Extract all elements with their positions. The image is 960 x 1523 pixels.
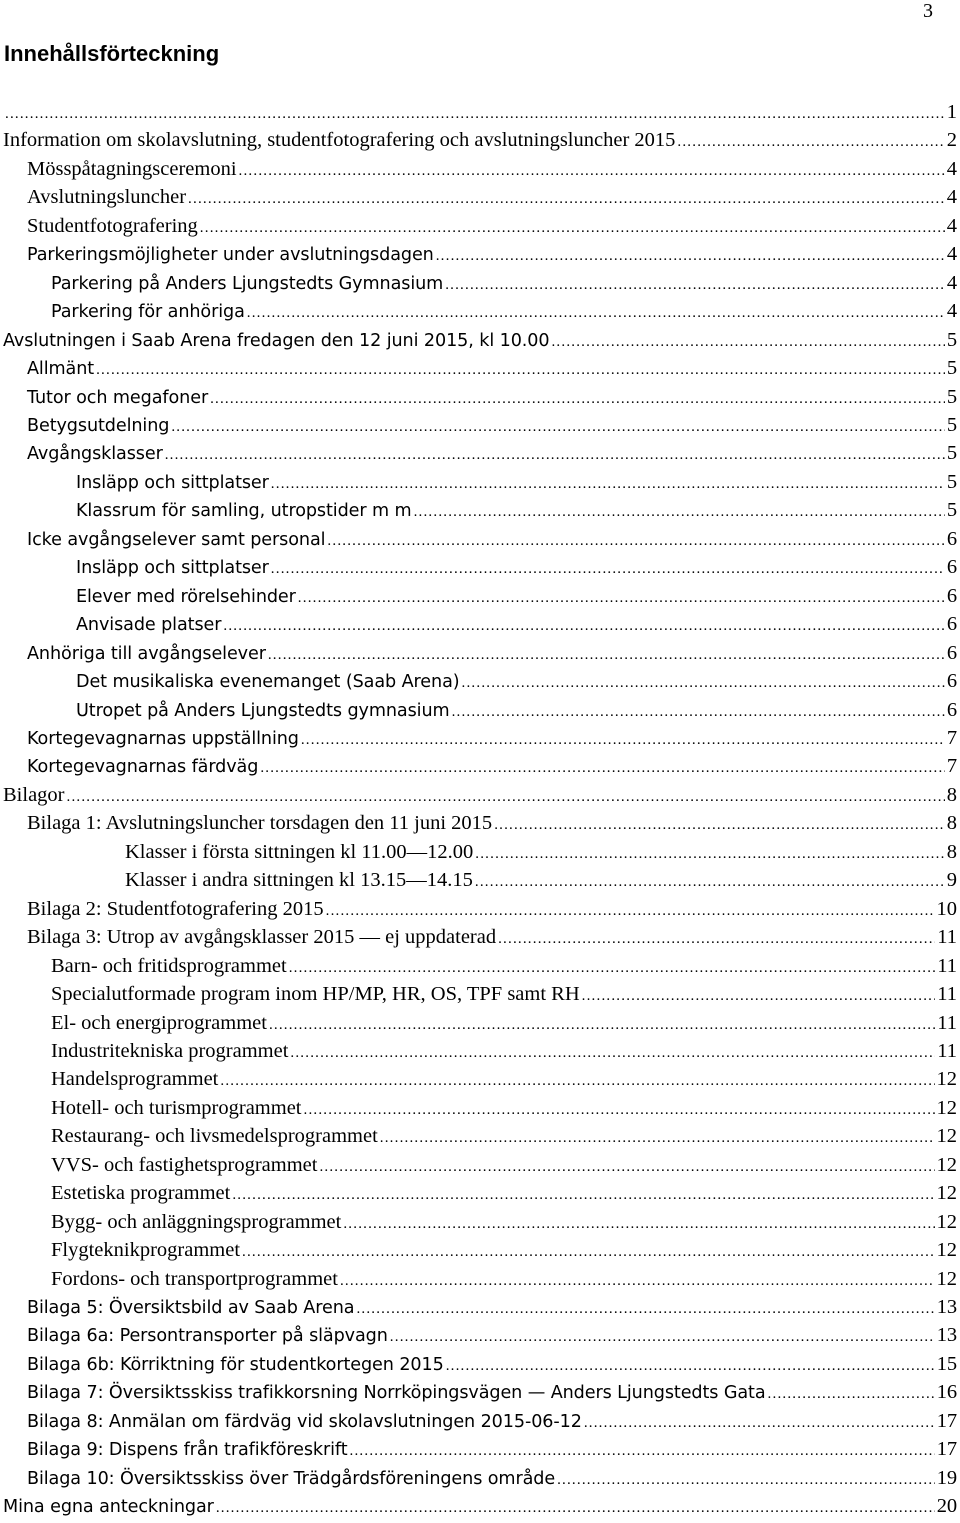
- toc-entry-page-number: 12: [936, 1267, 957, 1290]
- toc-entry[interactable]: [0, 1179, 960, 1207]
- toc-entry-page-number: 2: [946, 129, 957, 152]
- toc-dot-leader: [475, 840, 944, 868]
- toc-dot-leader: [551, 328, 944, 356]
- toc-entry[interactable]: [0, 1435, 960, 1463]
- toc-entry-label: Studentfotografering: [27, 214, 198, 237]
- toc-dot-leader: [289, 954, 936, 982]
- toc-entry-label: Bilaga 5: Översiktsbild av Saab Arena: [27, 1298, 355, 1319]
- toc-entry-page-number: 9: [946, 869, 957, 892]
- toc-entry[interactable]: [0, 1407, 960, 1435]
- toc-entry-label: Bilaga 8: Anmälan om färdväg vid skolavslutningen 2015-06-12: [27, 1411, 582, 1432]
- toc-entry[interactable]: [0, 126, 960, 154]
- toc-entry[interactable]: [0, 411, 960, 439]
- toc-entry-page-number: 6: [946, 613, 957, 636]
- toc-entry-label: Mina egna anteckningar: [3, 1497, 214, 1518]
- toc-entry[interactable]: [0, 667, 960, 695]
- toc-entry[interactable]: [0, 269, 960, 297]
- toc-entry[interactable]: [0, 1094, 960, 1122]
- toc-dot-leader: [343, 1210, 934, 1238]
- toc-entry-page-number: 6: [946, 698, 957, 721]
- toc-entry[interactable]: [0, 1321, 960, 1349]
- toc-entry[interactable]: [0, 610, 960, 638]
- toc-entry-label: Parkering för anhöriga: [51, 302, 245, 323]
- toc-dot-leader: [223, 612, 944, 640]
- toc-dot-leader: [498, 925, 935, 953]
- toc-entry[interactable]: [0, 1236, 960, 1264]
- toc-dot-leader: [290, 1039, 935, 1067]
- toc-entry-page-number: 12: [936, 1182, 957, 1205]
- toc-entry-page-number: 6: [946, 527, 957, 550]
- toc-dot-leader: [390, 1323, 935, 1351]
- toc-entry-label: Icke avgångselever samt personal: [27, 529, 326, 550]
- toc-entry-page-number: 17: [936, 1409, 957, 1432]
- toc-dot-leader: [242, 1238, 934, 1266]
- toc-entry-label: Kortegevagnarnas uppställning: [27, 728, 299, 749]
- toc-entry[interactable]: [0, 439, 960, 467]
- toc-entry-page-number: 16: [936, 1381, 957, 1404]
- toc-entry[interactable]: [0, 895, 960, 923]
- toc-entry-page-number: 11: [937, 1039, 957, 1062]
- toc-dot-leader: [350, 1437, 935, 1465]
- toc-entry-label: Utropet på Anders Ljungstedts gymnasium: [76, 700, 450, 721]
- toc-entry[interactable]: [0, 582, 960, 610]
- toc-entry-label: Anvisade platser: [76, 615, 222, 636]
- toc-entry[interactable]: [0, 496, 960, 524]
- toc-entry[interactable]: [0, 809, 960, 837]
- toc-entry-page-number: 5: [946, 442, 957, 465]
- toc-entry-page-number: 6: [946, 641, 957, 664]
- toc-entry-label: Elever med rörelsehinder: [76, 586, 296, 607]
- toc-entry-label: Bilagor: [3, 783, 65, 806]
- toc-entry-label: Flygteknikprogrammet: [51, 1239, 241, 1262]
- toc-entry-page-number: 5: [946, 413, 957, 436]
- toc-entry[interactable]: [0, 1065, 960, 1093]
- toc-entry-page-number: 19: [936, 1466, 957, 1489]
- toc-entry-label: Specialutformade program inom HP/MP, HR, OS, TPF samt RH: [51, 983, 580, 1006]
- toc-dot-leader: [768, 1380, 935, 1408]
- toc-entry[interactable]: [0, 980, 960, 1008]
- toc-entry-page-number: 17: [936, 1438, 957, 1461]
- toc-dot-leader: [165, 441, 945, 469]
- toc-entry[interactable]: [0, 1122, 960, 1150]
- page-number: 3: [923, 0, 933, 22]
- toc-entry[interactable]: [0, 525, 960, 553]
- toc-entry-label: Bilaga 7: Översiktsskiss trafikkorsning Norrköpingsvägen — Anders Ljungstedts Gata: [27, 1383, 766, 1404]
- toc-entry[interactable]: [0, 1208, 960, 1236]
- toc-entry[interactable]: [0, 866, 960, 894]
- toc-entry-page-number: 7: [946, 726, 957, 749]
- toc-entry-page-number: 4: [946, 243, 957, 266]
- toc-entry[interactable]: [0, 1350, 960, 1378]
- toc-entry-page-number: 5: [946, 328, 957, 351]
- toc-entry-page-number: 6: [946, 584, 957, 607]
- toc-entry-page-number: 4: [946, 271, 957, 294]
- toc-dot-leader: [584, 1409, 935, 1437]
- toc-entry-label: Bilaga 6a: Persontransporter på släpvagn: [27, 1326, 388, 1347]
- toc-entry-page-number: 12: [936, 1210, 957, 1233]
- toc-entry-label: Hotell- och turismprogrammet: [51, 1096, 302, 1119]
- toc-dot-leader: [298, 584, 945, 612]
- toc-entry-label: VVS- och fastighetsprogrammet: [51, 1153, 318, 1176]
- toc-entry[interactable]: [0, 240, 960, 268]
- toc-entry[interactable]: [0, 98, 960, 126]
- toc-dot-leader: [356, 1295, 934, 1323]
- toc-entry-page-number: 12: [936, 1125, 957, 1148]
- toc-entry[interactable]: [0, 468, 960, 496]
- toc-entry-label: Allmänt: [27, 359, 95, 380]
- toc-entry-page-number: 20: [936, 1495, 957, 1518]
- toc-entry[interactable]: [0, 1037, 960, 1065]
- toc-entry-label: Bilaga 6b: Körriktning för studentkortegen 2015: [27, 1354, 444, 1375]
- toc-entry[interactable]: [0, 639, 960, 667]
- toc-entry-label: Fordons- och transportprogrammet: [51, 1267, 338, 1290]
- toc-dot-leader: [210, 385, 945, 413]
- toc-entry-page-number: 12: [936, 1153, 957, 1176]
- toc-dot-leader: [380, 1124, 935, 1152]
- toc-entry-page-number: 13: [936, 1324, 957, 1347]
- toc-dot-leader: [436, 242, 945, 270]
- toc-entry[interactable]: [0, 1265, 960, 1293]
- toc-dot-leader: [220, 1067, 934, 1095]
- toc-dot-leader: [304, 1096, 935, 1124]
- toc-dot-leader: [271, 470, 945, 498]
- toc-entry-label: Barn- och fritidsprogrammet: [51, 954, 287, 977]
- toc-entry-page-number: 4: [946, 214, 957, 237]
- toc-entry-label: Parkeringsmöjligheter under avslutningsdagen: [27, 245, 434, 266]
- toc-entry-page-number: 7: [946, 755, 957, 778]
- toc-dot-leader: [96, 356, 945, 384]
- toc-entry-page-number: 11: [937, 1011, 957, 1034]
- toc-entry-page-number: 12: [936, 1096, 957, 1119]
- toc-dot-leader: [326, 897, 935, 925]
- toc-entry[interactable]: [0, 838, 960, 866]
- toc-entry-label: Avgångsklasser: [27, 444, 163, 465]
- toc-entry-page-number: 13: [936, 1296, 957, 1319]
- toc-entry[interactable]: [0, 1378, 960, 1406]
- toc-entry[interactable]: [0, 1293, 960, 1321]
- toc-entry-page-number: 10: [936, 897, 957, 920]
- toc-entry[interactable]: [0, 1009, 960, 1037]
- toc-entry-page-number: 11: [937, 926, 957, 949]
- toc-entry[interactable]: [0, 383, 960, 411]
- toc-entry[interactable]: [0, 781, 960, 809]
- toc-entry-label: Restaurang- och livsmedelsprogrammet: [51, 1125, 378, 1148]
- toc-dot-leader: [269, 1011, 935, 1039]
- toc-dot-leader: [414, 498, 945, 526]
- toc-entry[interactable]: [0, 155, 960, 183]
- toc-entry-label: Estetiska programmet: [51, 1182, 231, 1205]
- toc-entry-page-number: 15: [936, 1352, 957, 1375]
- toc-entry-label: Handelsprogrammet: [51, 1068, 219, 1091]
- toc-entry[interactable]: [0, 297, 960, 325]
- toc-entry-label: Tutor och megafoner: [27, 387, 209, 408]
- toc-entry[interactable]: [0, 923, 960, 951]
- toc-entry-label: Avslutningen i Saab Arena fredagen den 12 juni 2015, kl 10.00: [3, 330, 550, 351]
- toc-entry-label: Betygsutdelning: [27, 415, 170, 436]
- toc-entry-page-number: 6: [946, 670, 957, 693]
- toc-entry-page-number: 8: [946, 812, 957, 835]
- toc-entry-page-number: 11: [937, 983, 957, 1006]
- toc-dot-leader: [677, 128, 944, 156]
- toc-entry-label: Insläpp och sittplatser: [76, 472, 269, 493]
- toc-entry-label: Mösspåtagningsceremoni: [27, 157, 237, 180]
- toc-entry-label: Bilaga 1: Avslutningsluncher torsdagen den 11 juni 2015: [27, 812, 493, 835]
- toc-dot-leader: [260, 754, 945, 782]
- toc-entry[interactable]: [0, 354, 960, 382]
- toc-entry[interactable]: [0, 1464, 960, 1492]
- toc-entry[interactable]: [0, 183, 960, 211]
- toc-dot-leader: [239, 157, 945, 185]
- toc-entry-label: Insläpp och sittplatser: [76, 558, 269, 579]
- toc-entry-label: Industritekniska programmet: [51, 1039, 289, 1062]
- toc-entry-label: Avslutningsluncher: [27, 186, 187, 209]
- toc-dot-leader: [582, 982, 936, 1010]
- toc-entry[interactable]: [0, 1492, 960, 1520]
- toc-dot-leader: [340, 1267, 935, 1295]
- toc-entry[interactable]: [0, 212, 960, 240]
- toc-dot-leader: [268, 641, 945, 669]
- toc-entry-label: Det musikaliska evenemanget (Saab Arena): [76, 672, 460, 693]
- toc-dot-leader: [446, 1352, 935, 1380]
- toc-entry[interactable]: [0, 1151, 960, 1179]
- toc-entry-page-number: 1: [946, 101, 957, 123]
- toc-entry[interactable]: [0, 752, 960, 780]
- toc-dot-leader: [171, 413, 945, 441]
- toc-entry-label: Bilaga 9: Dispens från trafikföreskrift: [27, 1440, 348, 1461]
- toc-dot-leader: [188, 185, 945, 213]
- toc-dot-leader: [200, 214, 945, 242]
- toc-entry-label: Klasser i första sittningen kl 11.00—12.00: [125, 840, 474, 863]
- toc-entry-page-number: 5: [946, 470, 957, 493]
- toc-entry[interactable]: [0, 952, 960, 980]
- toc-entry-label: Klassrum för samling, utropstider m m: [76, 501, 412, 522]
- toc-entry-label: Bilaga 10: Översiktsskiss över Trädgårdsföreningens område: [27, 1468, 556, 1489]
- toc-entry-label: Information om skolavslutning, studentfotografering och avslutningsluncher 2015: [3, 129, 676, 152]
- toc-dot-leader: [475, 868, 945, 896]
- toc-dot-leader: [494, 811, 945, 839]
- toc-dot-leader: [557, 1466, 935, 1494]
- toc-entry-label: Bygg- och anläggningsprogrammet: [51, 1210, 342, 1233]
- toc-entry-label: Klasser i andra sittningen kl 13.15—14.15: [125, 869, 473, 892]
- toc-entry-page-number: 4: [946, 186, 957, 209]
- toc-entry-label: Kortegevagnarnas färdväg: [27, 757, 259, 778]
- toc-dot-leader: [301, 726, 945, 754]
- toc-entry-page-number: 6: [946, 556, 957, 579]
- toc-entry-label: Bilaga 3: Utrop av avgångsklasser 2015 — ej uppdaterad: [27, 926, 497, 949]
- toc-entry-page-number: 5: [946, 357, 957, 380]
- toc-entry-page-number: 11: [937, 954, 957, 977]
- toc-entry-label: El- och energiprogrammet: [51, 1011, 267, 1034]
- toc-dot-leader: [271, 555, 945, 583]
- toc-entry-label: Bilaga 2: Studentfotografering 2015: [27, 897, 324, 920]
- toc-dot-leader: [67, 783, 945, 811]
- toc-dot-leader: [445, 271, 945, 299]
- toc-entry[interactable]: [0, 696, 960, 724]
- toc-entry-page-number: 12: [936, 1068, 957, 1091]
- toc-dot-leader: [232, 1181, 934, 1209]
- toc-list: [0, 98, 960, 1521]
- toc-entry-page-number: 12: [936, 1239, 957, 1262]
- toc-entry[interactable]: [0, 724, 960, 752]
- toc-dot-leader: [5, 100, 945, 128]
- toc-entry-page-number: 8: [946, 783, 957, 806]
- toc-entry-page-number: 8: [946, 840, 957, 863]
- toc-dot-leader: [327, 527, 944, 555]
- toc-entry-label: Anhöriga till avgångselever: [27, 643, 266, 664]
- toc-dot-leader: [319, 1153, 934, 1181]
- toc-dot-leader: [216, 1494, 935, 1522]
- toc-entry-page-number: 5: [946, 499, 957, 522]
- toc-entry-page-number: 4: [946, 157, 957, 180]
- toc-entry[interactable]: [0, 326, 960, 354]
- toc-dot-leader: [462, 669, 945, 697]
- toc-entry-page-number: 5: [946, 385, 957, 408]
- toc-entry[interactable]: [0, 553, 960, 581]
- toc-dot-leader: [452, 698, 945, 726]
- toc-entry-label: Parkering på Anders Ljungstedts Gymnasium: [51, 273, 444, 294]
- toc-entry-page-number: 4: [946, 300, 957, 323]
- toc-dot-leader: [247, 299, 945, 327]
- toc-title: Innehållsförteckning: [4, 41, 220, 66]
